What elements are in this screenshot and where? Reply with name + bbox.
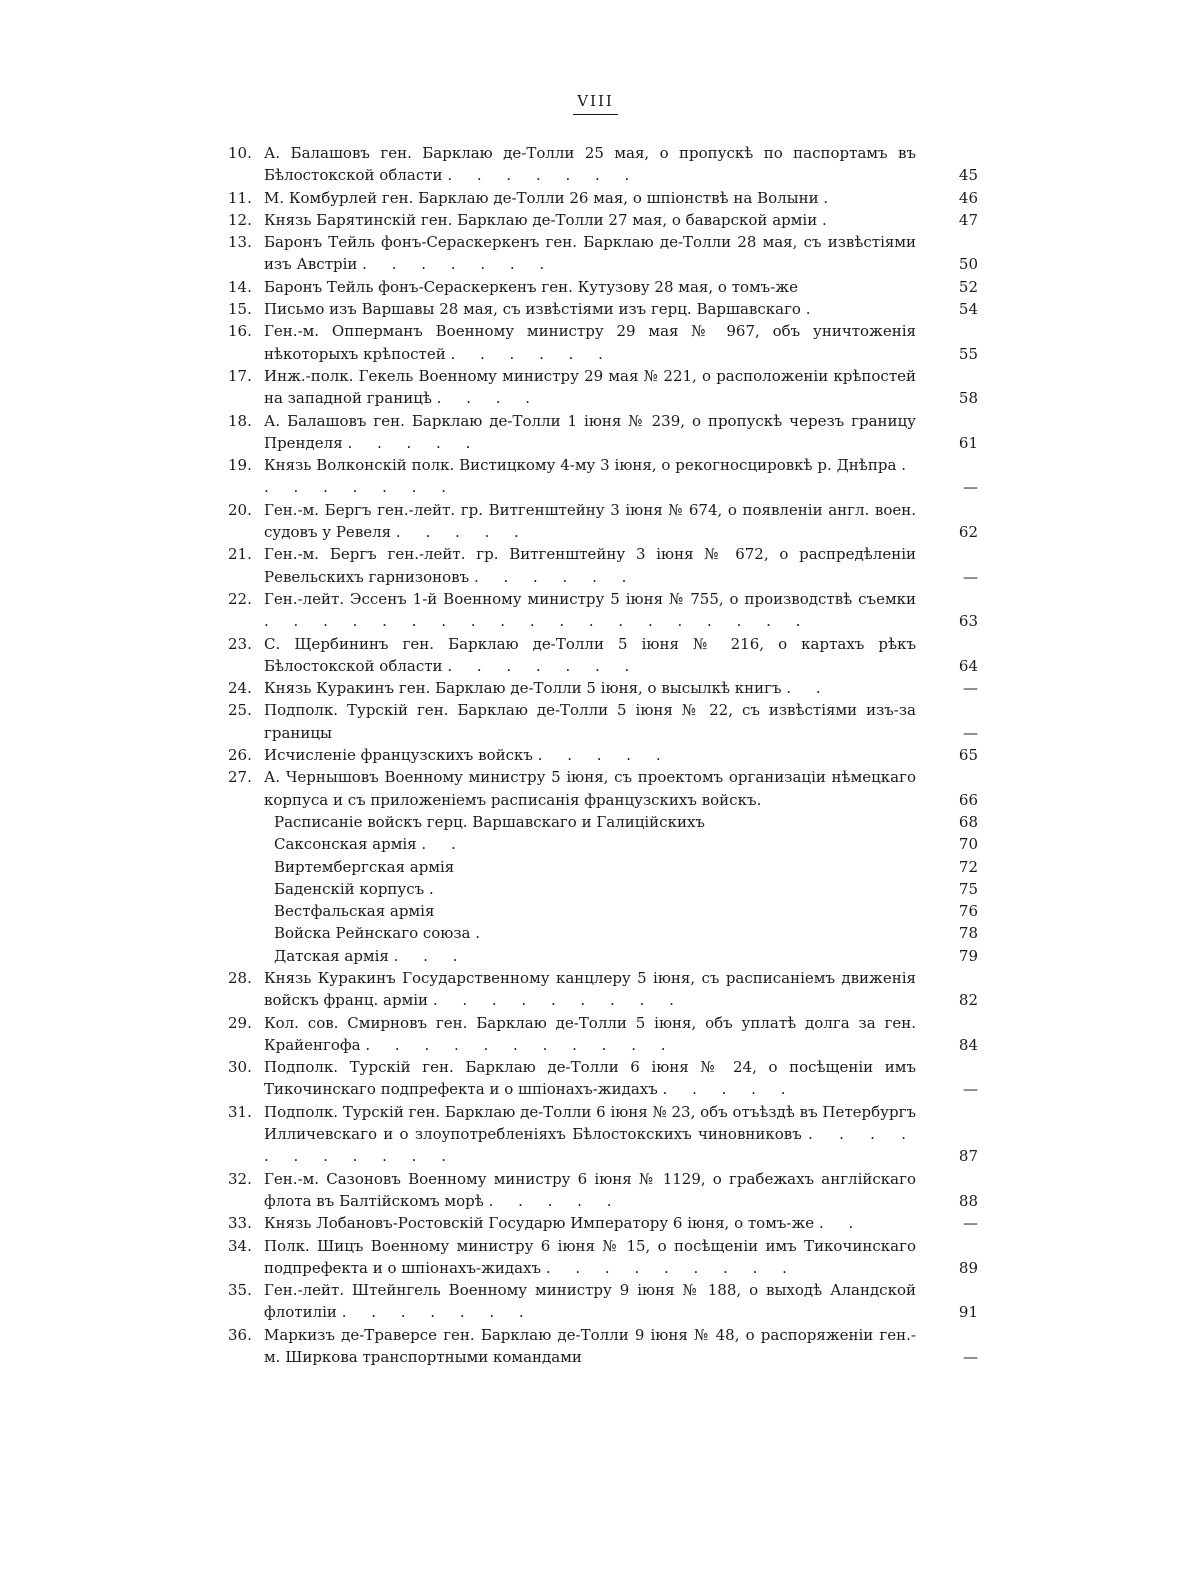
dot-leader: . .: [421, 835, 466, 854]
entry-page: —: [963, 567, 978, 586]
toc-entry: [228, 499, 978, 544]
entry-title: Виртембергская армія: [274, 857, 455, 876]
entry-title: Баденскій корпусъ .: [274, 879, 444, 898]
entry-number: 26.: [228, 746, 252, 765]
dot-leader: . . . . . . . . . . .: [365, 1035, 676, 1054]
dot-leader: . . . . . . . . . . .: [264, 1125, 916, 1166]
entry-title: Ген.-м. Сазоновъ Военному министру 6 іюня № 1129, о грабежахъ англійскаго флота въ Балтійскомъ морѣ . . . . .: [264, 1169, 916, 1210]
toc-subentry: [228, 833, 978, 855]
entry-page: 46: [958, 188, 978, 207]
entry-number: 34.: [228, 1236, 252, 1255]
toc-entry: [228, 744, 978, 766]
dot-leader: . . . . . . .: [341, 1303, 534, 1322]
toc-entry: [228, 967, 978, 1012]
entry-page: 54: [958, 300, 978, 319]
toc-entry: [228, 1212, 978, 1234]
entry-title: Ген.-лейт. Эссенъ 1-й Военному министру 5 іюня № 755, о производствѣ съемки . . . . . . . . . . . . . . . . . . .: [264, 589, 916, 631]
entry-number: 27.: [228, 768, 252, 787]
entry-page: 62: [958, 523, 978, 542]
toc-entry: [228, 1279, 978, 1324]
entry-number: 19.: [228, 456, 252, 475]
entry-title: Датская армія . . .: [274, 946, 468, 965]
entry-title: Подполк. Турскій ген. Барклаю де-Толли 5 іюня № 22, съ извѣстіями изъ-за границы: [264, 701, 916, 742]
entry-page: 45: [958, 166, 978, 185]
entry-page: 65: [958, 746, 978, 765]
entry-number: 17.: [228, 366, 252, 385]
dot-leader: . .: [818, 1214, 864, 1233]
dot-leader: .: [823, 188, 839, 207]
dot-leader: .: [821, 210, 837, 229]
entry-page: 63: [958, 612, 978, 631]
entry-number: 29.: [228, 1013, 252, 1032]
entry-title: А. Балашовъ ген. Барклаю де-Толли 1 іюня № 239, о пропускѣ черезъ границу Прендeля . . . . .: [264, 411, 916, 452]
entry-page: 88: [958, 1191, 978, 1210]
entry-number: 11.: [228, 188, 252, 207]
entry-number: 28.: [228, 968, 252, 987]
entry-title: Ген.-м. Бергъ ген.-лейт. гр. Витгенштейну 3 іюня № 672, о распредѣленіи Ревельскихъ гарнизоновъ . . . . . .: [264, 545, 916, 586]
dot-leader: . . . . . . . . .: [432, 991, 684, 1010]
entry-title: Саксонская армія . .: [274, 835, 466, 854]
dot-leader: . . . . .: [347, 433, 481, 452]
entry-page: —: [963, 679, 978, 698]
page-number: VIII: [0, 92, 1191, 115]
entry-title: Подполк. Турскій ген. Барклаю де-Толли 6 іюня № 23, объ отъѣздѣ въ Петербургъ Илличевскаго и о злоупотребленіяхъ Бѣлостокскихъ чиновниковъ . . . . . . . . . . .: [264, 1102, 916, 1166]
toc-entry: [228, 588, 978, 633]
entry-page: 91: [958, 1303, 978, 1322]
toc-entry: [228, 320, 978, 365]
entry-number: 10.: [228, 144, 252, 162]
entry-page: 72: [958, 857, 978, 876]
entry-title: Князь Куракинъ Государственному канцлеру 5 іюня, съ расписаніемъ движенія войскъ франц. арміи . . . . . . . . .: [264, 968, 916, 1010]
dot-leader: . . . . . . . .: [264, 456, 916, 497]
entry-page: 87: [958, 1147, 978, 1166]
toc-subentry: [228, 811, 978, 833]
entry-title: Ген.-м. Бергъ ген.-лейт. гр. Витгенштейну 3 іюня № 674, о появленіи англ. воен. судовъ у Ревеля . . . . .: [264, 500, 916, 542]
entry-number: 36.: [228, 1325, 252, 1344]
entry-title: А. Чернышовъ Военному министру 5 іюня, съ проектомъ организаціи нѣмецкаго корпуса и съ приложеніемъ расписанія французскихъ войскъ.: [264, 768, 916, 809]
dot-leader: . . . . . .: [450, 344, 613, 363]
entry-number: 35.: [228, 1281, 252, 1300]
entry-page: 84: [958, 1035, 978, 1054]
entry-title: Вестфальская армія: [274, 902, 435, 921]
entry-title: Полк. Шицъ Военному министру 6 іюня № 15, о посѣщеніи имъ Тикочинскаго подпрефекта и о шпіонахъ-жидахъ . . . . . . . . .: [264, 1236, 916, 1277]
dot-leader: .: [805, 300, 821, 319]
entry-title: Ген.-лейт. Штейнгель Военному министру 9 іюня № 188, о выходѣ Аландской флотиліи . . . . . . .: [264, 1281, 916, 1322]
entry-number: 24.: [228, 679, 252, 698]
entry-title: Баронъ Тейль фонъ-Сераскеркенъ ген. Барклаю де-Толли 28 мая, съ извѣстіями изъ Австріи . . . . . . .: [264, 233, 916, 274]
entry-page: 61: [958, 433, 978, 452]
entry-title: Подполк. Турскій ген. Барклаю де-Толли 6 іюня № 24, о посѣщеніи имъ Тикочинскаго подпрефекта и о шпіонахъ-жидахъ . . . . .: [264, 1058, 916, 1099]
entry-number: 21.: [228, 545, 252, 564]
entry-title: М. Комбурлей ген. Барклаю де-Толли 26 мая, о шпіонствѣ на Волыни .: [264, 188, 839, 207]
entry-page: 89: [958, 1258, 978, 1277]
toc-entry: [228, 699, 978, 744]
toc-subentry: [228, 945, 978, 967]
toc-entry: [228, 677, 978, 699]
entry-page: —: [963, 723, 978, 742]
entry-page: 78: [958, 924, 978, 943]
toc-entry: [228, 365, 978, 410]
entry-page: 55: [958, 344, 978, 363]
dot-leader: .: [475, 924, 491, 943]
dot-leader: . . . . . . . . .: [545, 1258, 797, 1277]
entry-page: 82: [958, 991, 978, 1010]
dot-leader: . . . . . . .: [447, 656, 640, 675]
dot-leader: . . . . . . .: [362, 255, 555, 274]
toc-entry: [228, 298, 978, 320]
entry-number: 20.: [228, 500, 252, 519]
entry-page: —: [963, 1080, 978, 1099]
toc-entry: [228, 1324, 978, 1369]
dot-leader: . .: [786, 679, 831, 698]
toc-entry: [228, 1235, 978, 1280]
entry-title: Письмо изъ Варшавы 28 мая, съ извѣстіями изъ герц. Варшавскаго .: [264, 300, 821, 319]
toc-entry: [228, 1101, 978, 1168]
toc-subentry: [228, 856, 978, 878]
entry-page: 64: [958, 656, 978, 675]
entry-number: 13.: [228, 233, 252, 252]
entry-page: 58: [958, 389, 978, 408]
toc-entry: [228, 231, 978, 276]
toc-entry: [228, 276, 978, 298]
entry-number: 15.: [228, 300, 252, 319]
toc-entry: [228, 543, 978, 588]
entry-title: А. Балашовъ ген. Барклаю де-Толли 25 мая, о пропускѣ по паспортамъ въ Бѣлостокской области . . . . . . .: [264, 144, 916, 185]
entry-number: 16.: [228, 322, 252, 341]
entry-page: 52: [958, 277, 978, 296]
entry-number: 18.: [228, 411, 252, 430]
entry-title: Ген.-м. Опперманъ Военному министру 29 мая № 967, объ уничтоженія нѣкоторыхъ крѣпостей . . . . . .: [264, 322, 916, 363]
entry-page: 70: [958, 835, 978, 854]
dot-leader: . . .: [393, 946, 468, 965]
entry-number: 30.: [228, 1058, 252, 1077]
entry-number: 33.: [228, 1214, 252, 1233]
entry-number: 25.: [228, 701, 252, 720]
dot-leader: . . . . .: [395, 523, 529, 542]
toc-subentry: [228, 922, 978, 944]
entry-page: —: [963, 1214, 978, 1233]
toc-entry: [228, 454, 978, 499]
entry-page: 68: [958, 812, 978, 831]
entry-number: 14.: [228, 277, 252, 296]
toc-entry: [228, 1056, 978, 1101]
toc-entry: [228, 142, 978, 187]
toc-entry: [228, 1012, 978, 1057]
entry-number: 31.: [228, 1102, 252, 1121]
toc-entry: [228, 766, 978, 811]
toc-entry: [228, 1168, 978, 1213]
dot-leader: . . . . .: [662, 1080, 796, 1099]
toc-entry: [228, 209, 978, 231]
entry-title: Инж.-полк. Гекель Военному министру 29 мая № 221, о расположеніи крѣпостей на западной границѣ . . . .: [264, 366, 916, 408]
entry-title: Князь Куракинъ ген. Барклаю де-Толли 5 іюня, о высылкѣ книгъ . .: [264, 679, 831, 698]
entry-page: 76: [958, 902, 978, 921]
toc-subentry: [228, 878, 978, 900]
entry-title: Исчисленіе французскихъ войскъ . . . . .: [264, 746, 671, 765]
entry-title: Баронъ Тейль фонъ-Сераскеркенъ ген. Кутузову 28 мая, о томъ-же: [264, 277, 798, 296]
toc-entry: [228, 410, 978, 455]
toc-subentry: [228, 900, 978, 922]
entry-page: 66: [958, 790, 978, 809]
table-of-contents: [228, 142, 978, 1368]
dot-leader: . . . . . . .: [447, 166, 640, 185]
dot-leader: . . . . . .: [473, 567, 637, 586]
entry-page: —: [963, 478, 978, 497]
dot-leader: . . . . .: [488, 1191, 622, 1210]
entry-page: —: [963, 1348, 978, 1367]
entry-title: С. Щербининъ ген. Барклаю де-Толли 5 іюня № 216, о картахъ рѣкъ Бѣлостокской области . . . . . . .: [264, 634, 916, 675]
dot-leader: .: [428, 879, 444, 898]
entry-page: 47: [958, 210, 978, 229]
entry-title: Кол. сов. Смирновъ ген. Барклаю де-Толли 5 іюня, объ уплатѣ долга за ген. Крайенгофа . . . . . . . . . . .: [264, 1013, 916, 1054]
dot-leader: . . . . .: [537, 746, 671, 765]
entry-title: Князь Волконскій полк. Вистицкому 4-му 3 іюня, о рекогносцировкѣ р. Днѣпра . . . . . . . .: [264, 456, 916, 497]
entry-title: Расписаніе войскъ герц. Варшавскаго и Галиційскихъ: [274, 812, 705, 831]
toc-entry: [228, 633, 978, 678]
toc-entry: [228, 187, 978, 209]
dot-leader: . . . . . . . . . . . . . . . . . . .: [264, 612, 811, 631]
entry-page: 50: [958, 255, 978, 274]
dot-leader: . . . .: [436, 389, 541, 408]
entry-page: 75: [958, 879, 978, 898]
entry-number: 12.: [228, 210, 252, 229]
entry-number: 32.: [228, 1169, 252, 1188]
entry-page: 79: [958, 946, 978, 965]
entry-title: Князь Лобановъ-Ростовскій Государю Императору 6 іюня, о томъ-же . .: [264, 1214, 864, 1233]
entry-title: Войска Рейнскаго союза .: [274, 924, 491, 943]
entry-number: 23.: [228, 634, 252, 653]
entry-title: Маркизъ де-Траверсе ген. Барклаю де-Толли 9 іюня № 48, о распоряженіи ген.-м. Ширкова транспортными командами: [264, 1325, 916, 1367]
entry-number: 22.: [228, 589, 252, 608]
entry-title: Князь Барятинскій ген. Барклаю де-Толли 27 мая, о баварской арміи .: [264, 210, 837, 229]
